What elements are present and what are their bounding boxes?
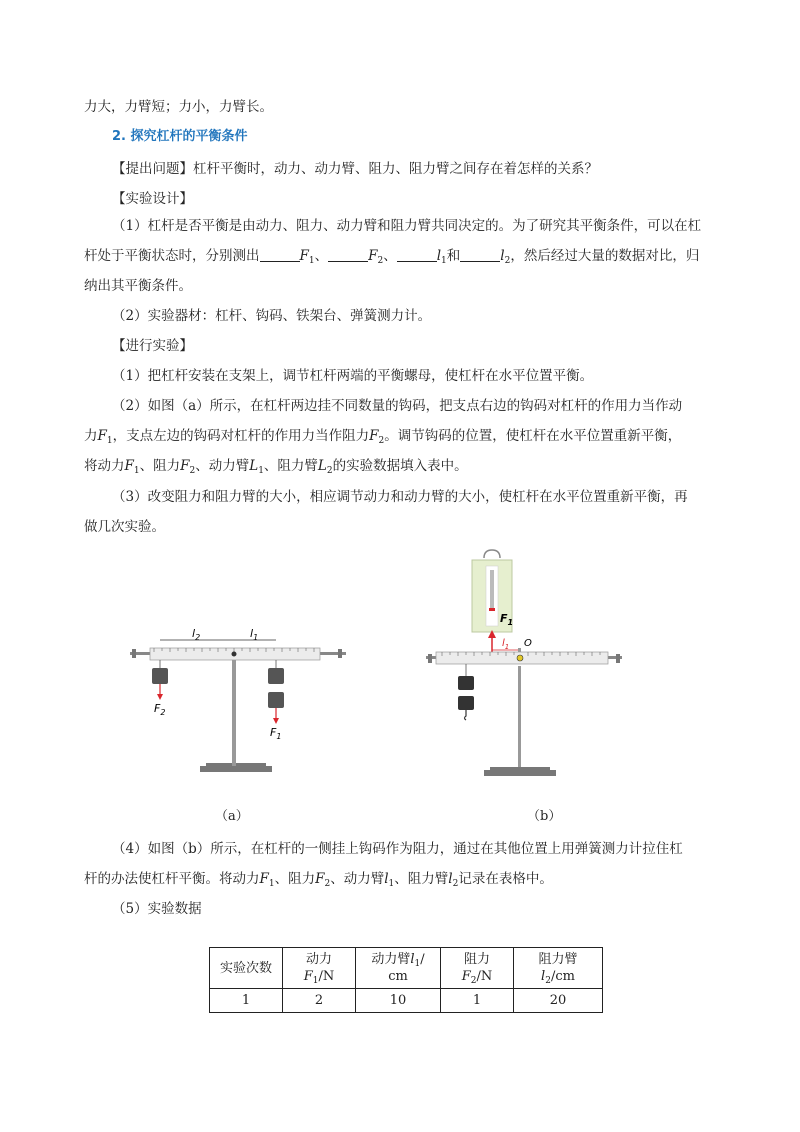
weight-left	[152, 668, 168, 684]
stand-pole	[232, 656, 236, 766]
table-cell: 20	[514, 989, 603, 1013]
label-l2: $l_2$	[192, 627, 201, 642]
design-1-line-b: 杆处于平衡状态时，分别测出 $F_1$、 $F_2$、 $l_1$和 $l_2$，然后经过大量的数据对比，归	[84, 248, 700, 266]
header-l2: 阻力臂 $l_2/cm$	[514, 948, 603, 989]
design-heading: 【实验设计】	[112, 191, 193, 207]
table-cell: 1	[441, 989, 514, 1013]
header-F2: 阻力 $F_2/N$	[441, 948, 514, 989]
scale-hook-top	[484, 550, 500, 558]
fulcrum-b	[517, 655, 523, 661]
design-2: （2）实验器材：杠杆、钩码、铁架台、弹簧测力计。	[112, 308, 432, 324]
weight-right-2	[268, 692, 284, 708]
caption-b: （b）	[527, 809, 562, 824]
proceed-heading: 【进行实验】	[112, 338, 193, 354]
step-3-line-b: 做几次实验。	[84, 519, 165, 535]
caption-a: （a）	[215, 809, 249, 824]
weight-b-1	[458, 676, 474, 690]
stand-pole-b	[518, 666, 521, 768]
step-4-line-a: （4）如图（b）所示，在杠杆的一侧挂上钩码作为阻力，通过在其他位置上用弹簧测力计拉住杠	[112, 841, 683, 857]
step-2-line-c: 将动力$F_1$、阻力$F_2$、动力臂$L_1$、阻力臂$L_2$的实验数据填入表中。	[84, 458, 468, 476]
weight-right-1	[268, 668, 284, 684]
data-table	[209, 947, 603, 1013]
table-row	[210, 989, 603, 1013]
blank-4	[460, 247, 500, 262]
step-5: （5）实验数据	[112, 901, 202, 917]
step-2-line-a: （2）如图（a）所示，在杠杆两边挂不同数量的钩码，把支点右边的钩码对杠杆的作用力当作动	[112, 398, 683, 414]
section-heading: 2. 探究杠杆的平衡条件	[112, 129, 248, 144]
scale-pointer	[489, 608, 495, 611]
table-cell: 10	[356, 989, 441, 1013]
design-1-line-a: （1）杠杆是否平衡是由动力、阻力、动力臂和阻力臂共同决定的。为了研究其平衡条件，可以在杠	[112, 218, 702, 234]
header-l1: 动力臂$l_1/$ cm	[356, 948, 441, 989]
label-l1: $l_1$	[250, 627, 259, 642]
blank-2	[328, 247, 368, 262]
step-3-line-a: （3）改变阻力和阻力臂的大小，相应调节动力和动力臂的大小，使杠杆在水平位置重新平衡，再	[112, 489, 688, 505]
step-2-line-b: 力$F_1$，支点左边的钩码对杠杆的作用力当作阻力$F_2$。调节钩码的位置，使杠杆在水平位置重新平衡，	[84, 428, 682, 446]
figure-b	[420, 548, 630, 780]
stand-base-b	[484, 767, 556, 776]
step-1: （1）把杠杆安装在支架上，调节杠杆两端的平衡螺母，使杠杆在水平位置平衡。	[112, 368, 594, 384]
header-F1: 动力 $F_1/N$	[283, 948, 356, 989]
step-4-line-b: 杆的办法使杠杆平衡。将动力$F_1$、阻力$F_2$、动力臂$l_1$、阻力臂$l_2$记录在表格中。	[84, 871, 553, 889]
table-cell: 2	[283, 989, 356, 1013]
header-trial: 实验次数	[210, 948, 283, 989]
balance-nut-right	[338, 649, 342, 658]
question-text: 【提出问题】杠杆平衡时，动力、动力臂、阻力、阻力臂之间存在着怎样的关系？	[112, 161, 598, 177]
label-F2: $F_2$	[154, 702, 166, 717]
label-F1-b: $F_1$	[500, 612, 514, 627]
para-intro-end: 力大，力臂短；力小，力臂长。	[84, 99, 273, 115]
label-O: O	[524, 638, 532, 649]
table-header-row	[210, 948, 603, 989]
fulcrum	[232, 652, 237, 657]
label-F1: $F_1$	[270, 726, 282, 741]
figure-a	[120, 620, 360, 785]
balance-nut-left	[132, 649, 136, 658]
weight-b-2	[458, 696, 474, 710]
design-1-line-c: 纳出其平衡条件。	[84, 278, 192, 294]
blank-1	[260, 247, 300, 262]
label-l1-b: $l_1$	[502, 638, 510, 651]
table-cell: 1	[210, 989, 283, 1013]
blank-3	[397, 247, 437, 262]
